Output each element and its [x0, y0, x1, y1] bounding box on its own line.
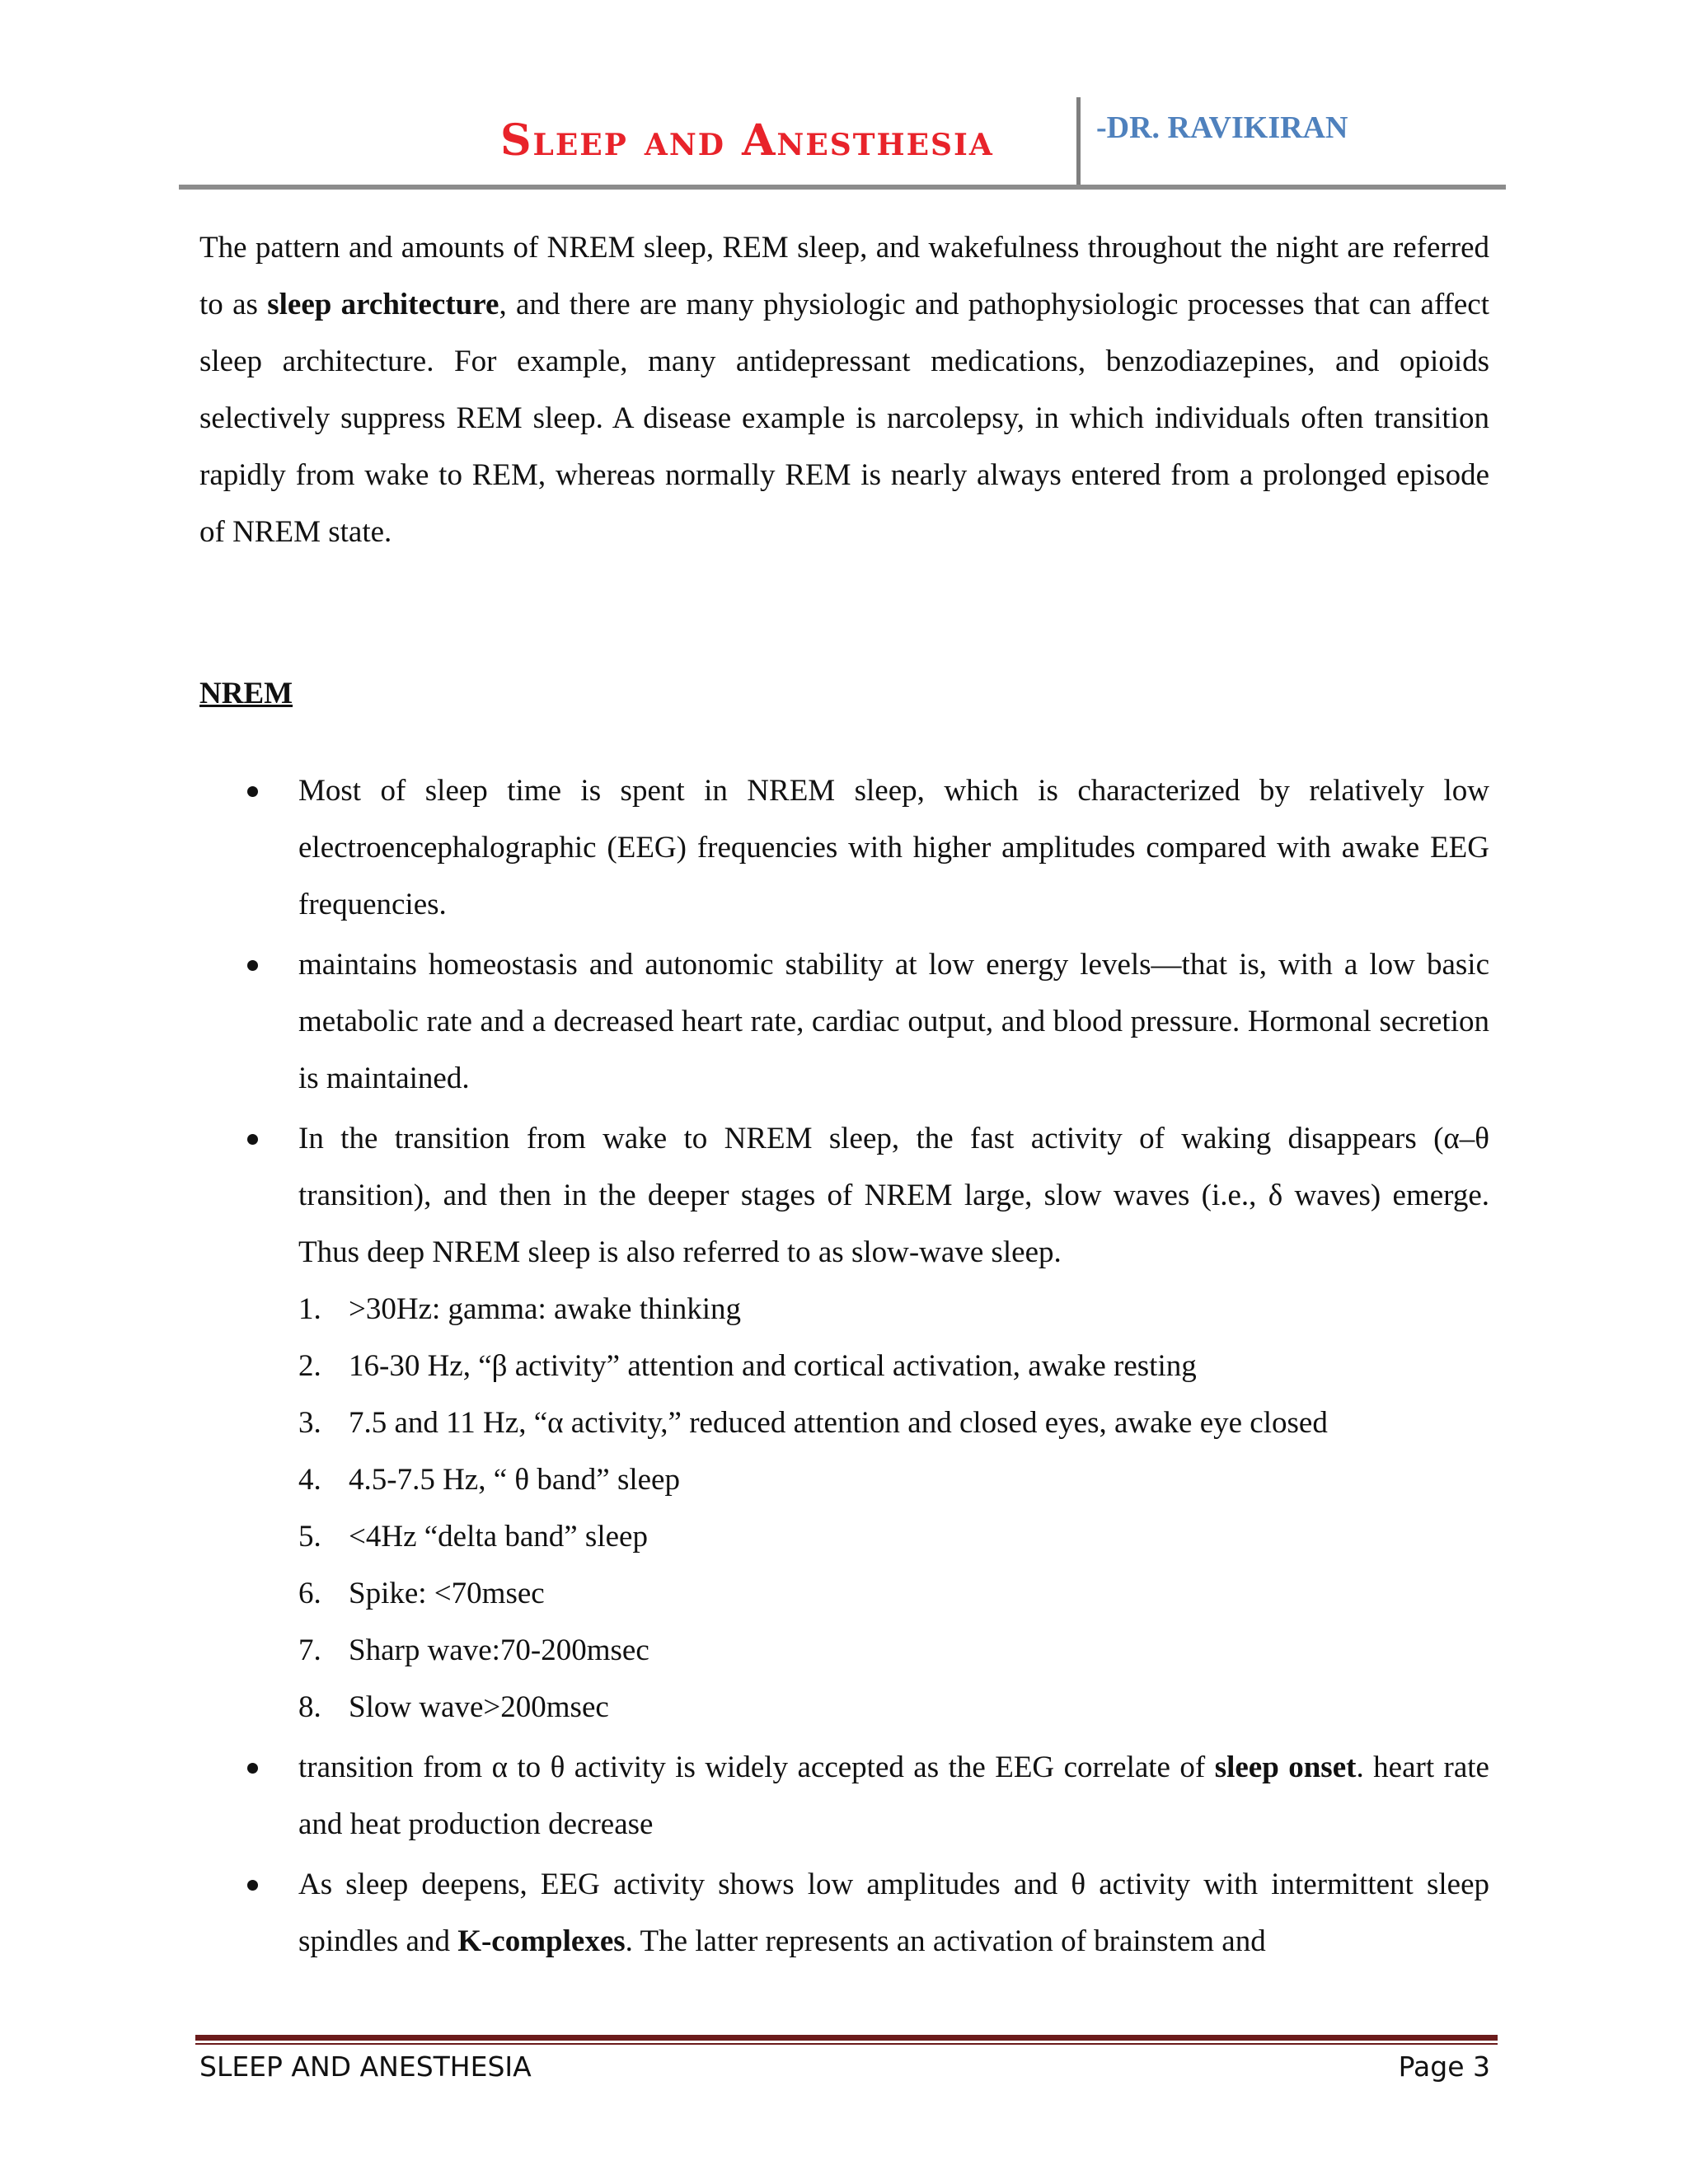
list-number: 6.: [298, 1577, 321, 1610]
header-author: -DR. RAVIKIRAN: [1096, 110, 1348, 145]
bullet-item: [199, 1739, 1489, 1853]
bullet-text-tail: . The latter represents an activation of brainstem and: [625, 1924, 1266, 1958]
frequency-list: [298, 1281, 1489, 1736]
list-number: 7.: [298, 1633, 321, 1667]
header-rule: [179, 185, 1506, 190]
header-separator: [1076, 97, 1081, 185]
bullet-item: [199, 762, 1489, 933]
bullet-text: Most of sleep time is spent in NREM sleep, which is characterized by relatively low electroencephalographic (EEG) frequencies with higher amplitudes compared with awake EEG frequencies.: [298, 774, 1489, 921]
list-item-text: Spike: <70msec: [349, 1577, 545, 1610]
list-item: [298, 1565, 1489, 1622]
intro-bold-term: sleep architecture: [267, 288, 499, 321]
intro-text-1: The pattern and amounts of NREM sleep, REM sleep, and wakefulness throughout the night are referred to as: [199, 231, 1489, 321]
list-number: 2.: [298, 1349, 321, 1383]
nrem-bullet-list: [199, 762, 1489, 1973]
list-item-text: Sharp wave:70-200msec: [349, 1633, 649, 1667]
list-item: [298, 1394, 1489, 1451]
bullet-icon: [247, 960, 258, 971]
bullet-icon: [247, 1880, 258, 1891]
list-item-text: Slow wave>200msec: [349, 1690, 609, 1724]
intro-text-2: , and there are many physiologic and pathophysiologic processes that can affect sleep architecture. For example, many antidepressant medications, benzodiazepines, and opioids selectively suppress REM sleep. A disease example is narcolepsy, in which individuals often transition rapidly from wake to REM, whereas normally REM is nearly always entered from a prolonged episode of NREM state.: [199, 288, 1489, 549]
bullet-icon: [247, 1134, 258, 1145]
intro-paragraph: [199, 219, 1489, 560]
list-item-text: <4Hz “delta band” sleep: [349, 1520, 648, 1554]
header-title: Sleep and Anesthesia: [500, 115, 994, 166]
list-number: 8.: [298, 1690, 321, 1724]
bullet-text: maintains homeostasis and autonomic stability at low energy levels—that is, with a low basic metabolic rate and a decreased heart rate, cardiac output, and blood pressure. Hormonal secretion is maintained.: [298, 948, 1489, 1095]
footer-title: SLEEP AND ANESTHESIA: [199, 2050, 532, 2083]
bullet-text: transition from α to θ activity is widely accepted as the EEG correlate of: [298, 1750, 1215, 1784]
list-number: 5.: [298, 1520, 321, 1554]
list-item-text: >30Hz: gamma: awake thinking: [349, 1292, 742, 1326]
page-number: Page 3: [1398, 2050, 1490, 2083]
list-item: [298, 1679, 1489, 1736]
list-item: [298, 1338, 1489, 1394]
bullet-item: [199, 936, 1489, 1107]
bullet-item: [199, 1110, 1489, 1736]
bullet-text: As sleep deepens, EEG activity shows low amplitudes and θ activity with intermittent sleep spindles and: [298, 1868, 1489, 1958]
list-number: 1.: [298, 1292, 321, 1326]
bullet-text: In the transition from wake to NREM sleep, the fast activity of waking disappears (α–θ transition), and then in the deeper stages of NREM large, slow waves (i.e., δ waves) emerge. Thus deep NREM sleep is also referred to as slow-wave sleep.: [298, 1122, 1489, 1269]
list-item-text: 4.5-7.5 Hz, “ θ band” sleep: [349, 1463, 680, 1497]
list-item: [298, 1281, 1489, 1338]
list-item-text: 16-30 Hz, “β activity” attention and cortical activation, awake resting: [349, 1349, 1197, 1383]
footer-rule: [195, 2035, 1498, 2041]
bullet-bold-term: sleep onset: [1214, 1750, 1357, 1784]
section-heading-nrem: NREM: [199, 677, 293, 710]
list-number: 3.: [298, 1406, 321, 1440]
bullet-icon: [247, 1763, 258, 1774]
list-item: [298, 1622, 1489, 1679]
list-item-text: 7.5 and 11 Hz, “α activity,” reduced attention and closed eyes, awake eye closed: [349, 1406, 1328, 1440]
list-item: [298, 1451, 1489, 1508]
bullet-item: [199, 1856, 1489, 1970]
list-number: 4.: [298, 1463, 321, 1497]
bullet-text-tail: . heart rate and heat production decrease: [298, 1750, 1489, 1841]
list-item: [298, 1508, 1489, 1565]
footer-rule-thin: [195, 2043, 1498, 2045]
bullet-bold-term: K-complexes: [457, 1924, 626, 1958]
bullet-icon: [247, 786, 258, 797]
